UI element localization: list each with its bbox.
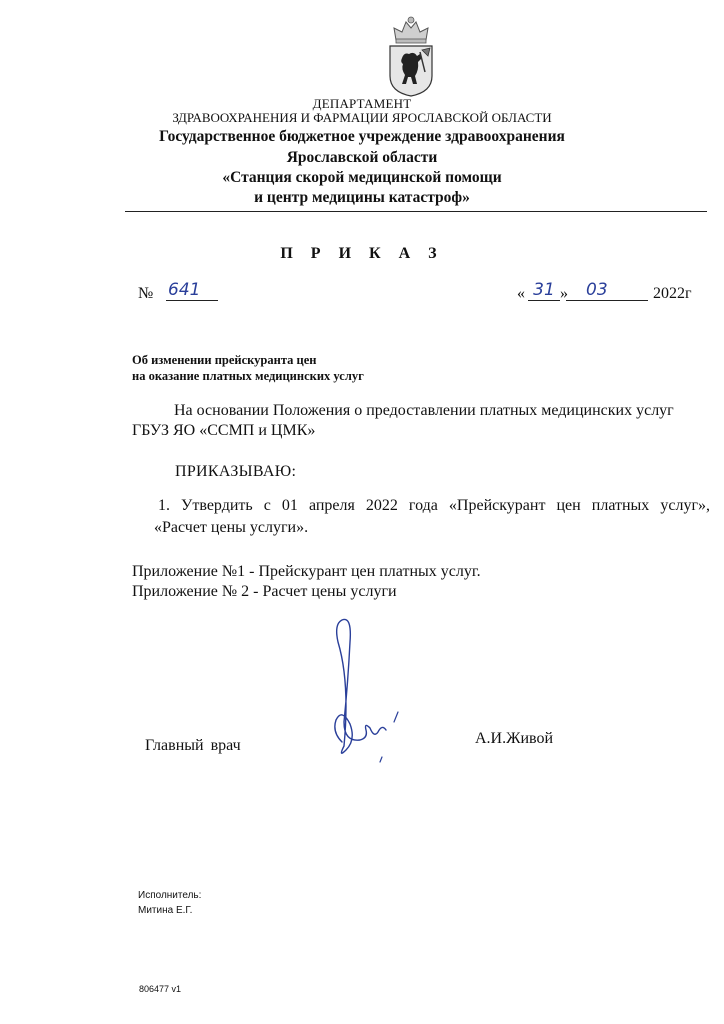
subject-line-2: на оказание платных медицинских услуг — [132, 369, 364, 383]
signatory-position: Главный врач — [145, 737, 241, 754]
executor-name: Митина Е.Г. — [138, 905, 193, 916]
department-line-1: ДЕПАРТАМЕНТ — [312, 96, 412, 111]
signatory-name: А.И.Живой — [475, 730, 554, 747]
date-open-quote: « — [517, 285, 525, 302]
document-id: 806477 v1 — [139, 984, 182, 994]
org-name-line-3: «Станция скорой медицинской помощи — [222, 169, 502, 186]
basis-paragraph-line-1: На основании Положения о предоставлении платных медицинских услуг — [174, 402, 674, 419]
order-item-1-line-1: 1. Утвердить с 01 апреля 2022 года «Прейскурант цен платных услуг», — [158, 497, 710, 514]
order-item-1-line-2: «Расчет цены услуги». — [154, 519, 309, 536]
order-number-value: 641 — [166, 280, 218, 301]
org-name-line-2: Ярославской области — [286, 149, 438, 166]
org-name-line-4: и центр медицины катастроф» — [254, 189, 470, 206]
order-date-month: 03 — [566, 280, 648, 301]
date-close-quote: » — [560, 285, 568, 302]
header-divider — [125, 211, 707, 212]
executor-label: Исполнитель: — [138, 890, 202, 901]
org-name-line-1: Государственное бюджетное учреждение здравоохранения — [159, 128, 565, 145]
handwritten-signature-icon — [320, 612, 410, 772]
coat-of-arms-icon — [384, 14, 438, 98]
appendix-1: Приложение №1 - Прейскурант цен платных услуг. — [132, 563, 481, 580]
document-title: П Р И К А З — [280, 245, 444, 262]
order-date-day: 31 — [528, 280, 560, 301]
order-date-year: 2022г — [653, 285, 692, 302]
subject-line-1: Об изменении прейскуранта цен — [132, 353, 317, 367]
order-number-label: № — [138, 285, 154, 302]
appendix-2: Приложение № 2 - Расчет цены услуги — [132, 583, 397, 600]
order-directive-word: ПРИКАЗЫВАЮ: — [175, 463, 297, 480]
department-line-2: ЗДРАВООХРАНЕНИЯ И ФАРМАЦИИ ЯРОСЛАВСКОЙ ОБЛАСТИ — [172, 110, 552, 125]
basis-paragraph-line-2: ГБУЗ ЯО «ССМП и ЦМК» — [132, 422, 316, 439]
